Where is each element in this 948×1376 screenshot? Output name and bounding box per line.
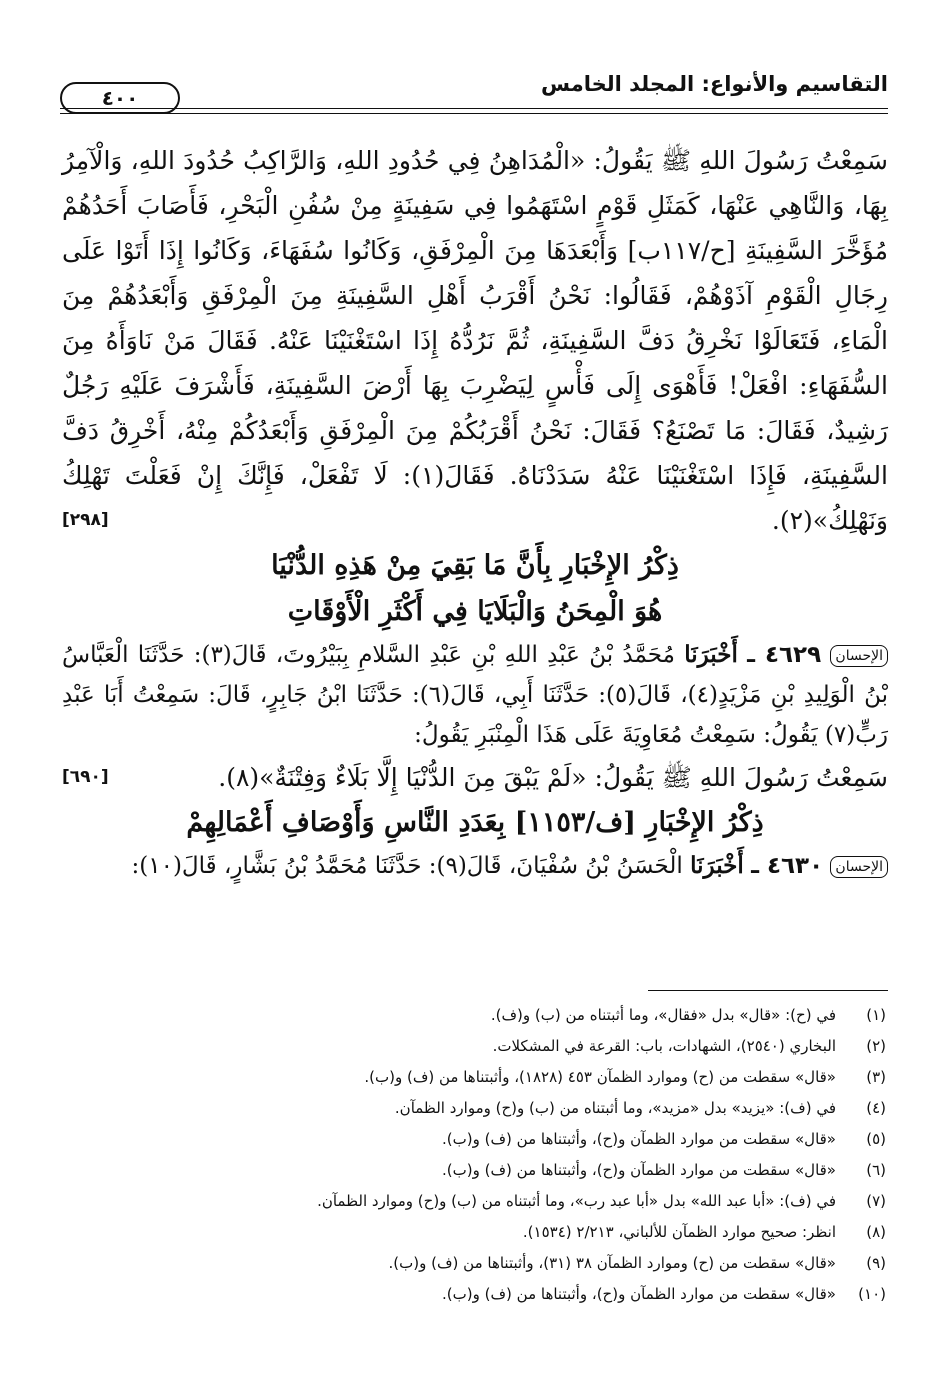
ihsan-emblem-icon: الإحسان xyxy=(830,856,888,878)
footnote-number: (٩) xyxy=(866,1254,886,1272)
header-title: التقاسيم والأنواع: المجلد الخامس xyxy=(541,72,888,96)
footnote xyxy=(60,1186,886,1217)
footnote-text: «قال» سقطت من موارد الظمآن و(ح)، وأثبتناها من (ف) و(ب). xyxy=(442,1161,836,1179)
hadith-matn: سَمِعْتُ رَسُولَ اللهِ ﷺ يَقُولُ: «لَمْ يَبْقَ مِنَ الدُّنْيَا إِلَّا بَلَاءٌ وَفِتْنَةٌ»(٨). xyxy=(218,763,888,792)
section-title-2 xyxy=(62,800,888,846)
header-rule xyxy=(60,108,888,109)
footnote-number: (٦) xyxy=(866,1161,886,1179)
hadith-4630 xyxy=(62,846,888,886)
footnote-text: في (ف): «أبا عبد الله» بدل «أبا عبد رب»، وما أثبتناه من (ب) و(ح) وموارد الظمآن. xyxy=(317,1192,836,1210)
footnote xyxy=(60,1155,886,1186)
footnote-number: (٢) xyxy=(866,1037,886,1055)
footnote-text: «قال» سقطت من (ح) وموارد الظمآن ٣٨ (٣١)، وأثبتناها من (ف) و(ب). xyxy=(388,1254,836,1272)
hadith-4629 xyxy=(62,635,888,755)
hadith-text: سَمِعْتُ رَسُولَ اللهِ ﷺ يَقُولُ: «الْمُدَاهِنُ فِي حُدُودِ اللهِ، وَالرَّاكِبُ حُدُودَ اللهِ، وَالْآمِرُ بِهَا، وَالنَّاهِي عَنْهَا، كَمَثَلِ قَوْمٍ اسْتَهَمُوا فِي سَفِينَةٍ مِنْ سُفُنِ الْبَحْرِ، فَأَصَابَ أَحَدُهُمْ مُؤَخَّرَ السَّفِينَةِ [ح/١١٧ب] وَأَبْعَدَهَا مِنَ الْمِرْفَقِ، وَكَانُوا سُفَهَاءَ، وَكَانُوا إِذَا أَتَوْا عَلَى رِجَالِ الْقَوْمِ آذَوْهُمْ، فَقَالُوا: نَحْنُ أَقْرَبُ أَهْلِ السَّفِينَةِ مِنَ الْمِرْفَقِ وَأَبْعَدُهُمْ مِنَ الْمَاءِ، فَتَعَالَوْا نَخْرِقُ دَفَّ السَّفِينَةِ، ثُمَّ نَرُدُّهُ إِذَا اسْتَغْنَيْنَا عَنْهُ. فَقَالَ مَنْ نَاوَأَهُ مِنَ السُّفَهَاءِ: افْعَلْ! فَأَهْوَى إِلَى فَأْسٍ لِيَضْرِبَ بِهَا أَرْضَ السَّفِينَةِ، فَأَشْرَفَ عَلَيْهِ رَجُلٌ رَشِيدٌ، فَقَالَ: مَا تَصْنَعُ؟ فَقَالَ: نَحْنُ أَقْرَبُكُمْ مِنَ الْمِرْفَقِ وَأَبْعَدُكُمْ مِنْهُ، أَخْرِقُ دَفَّ السَّفِينَةِ، فَإِذَا اسْتَغْنَيْنَا عَنْهُ سَدَدْنَاهُ. فَقَالَ(١): لَا تَفْعَلْ، فَإِنَّكَ إِنْ فَعَلْتَ تَهْلِكُ وَنَهْلِكُ»(٢). xyxy=(62,146,889,535)
footnote xyxy=(60,1000,886,1031)
hadith-isnad: مُحَمَّدُ بْنُ عَبْدِ اللهِ بْنِ عَبْدِ السَّلامِ بِبَيْرُوتَ، قَالَ(٣): حَدَّثَنَا الْعَبَّاسُ بْنُ الْوَلِيدِ بْنِ مَزْيَدٍ(٤)، قَالَ(٥): حَدَّثَنَا أَبِي، قَالَ(٦): حَدَّثَنَا ابْنُ جَابِرٍ، قَالَ: سَمِعْتُ أَبَا عَبْدِ رَبٍّ(٧) يَقُولُ: سَمِعْتُ مُعَاوِيَةَ عَلَى هَذَا الْمِنْبَرِ يَقُولُ: xyxy=(62,642,889,748)
footnote-text: «قال» سقطت من موارد الظمآن و(ح)، وأثبتناها من (ف) و(ب). xyxy=(442,1130,836,1148)
section-title-1-line-1: ذِكْرُ الإِخْبَارِ بِأَنَّ مَا بَقِيَ مِنْ هَذِهِ الدُّنْيَا xyxy=(271,550,679,581)
footnote-number: (٣) xyxy=(866,1068,886,1086)
footnote-number: (٧) xyxy=(866,1192,886,1210)
page-number: ٤٠٠ xyxy=(60,82,180,114)
footnote-text: في (ح): «قال» بدل «فقال»، وما أثبتناه من (ب) و(ف). xyxy=(490,1006,836,1024)
footnote xyxy=(60,1248,886,1279)
footnote xyxy=(60,1031,886,1062)
footnote xyxy=(60,1093,886,1124)
main-text xyxy=(62,138,888,886)
footnote-number: (٤) xyxy=(866,1099,886,1117)
reference-number: [٦٩٠] xyxy=(62,767,109,787)
running-header xyxy=(60,68,888,108)
hadith-opening-word: أَخْبَرَنَا xyxy=(690,852,744,879)
ihsan-emblem-icon: الإحسان xyxy=(830,645,888,667)
footnote-text: البخاري (٢٥٤٠)، الشهادات، باب: القرعة في المشكلات. xyxy=(492,1037,836,1055)
footnote-text: في (ف): «يزيد» بدل «مزيد»، وما أثبتناه من (ب) و(ح) وموارد الظمآن. xyxy=(394,1099,836,1117)
hadith-number: ٤٦٢٩ ـ xyxy=(747,642,822,668)
footnote xyxy=(60,1124,886,1155)
footnote-text: «قال» سقطت من (ح) وموارد الظمآن ٤٥٣ (١٨٢٨)، وأثبتناها من (ف) و(ب). xyxy=(364,1068,836,1086)
header-rule-double xyxy=(60,113,888,114)
footnote-number: (٥) xyxy=(866,1130,886,1148)
footnote xyxy=(60,1279,886,1310)
section-title-1-line-2: هُوَ الْمِحَنُ وَالْبَلَايَا فِي أَكْثَرِ الْأَوْقَاتِ xyxy=(287,596,663,627)
footnote-number: (١) xyxy=(866,1006,886,1024)
footnote xyxy=(60,1062,886,1093)
reference-number: [٢٩٨] xyxy=(62,510,109,530)
hadith-continuation xyxy=(62,138,888,543)
footnotes xyxy=(60,1000,886,1310)
footnote-text: انظر: صحيح موارد الظمآن للألباني، ٢/٢١٣ (١٥٣٤). xyxy=(522,1223,836,1241)
section-title-2-text: ذِكْرُ الإِخْبَارِ [ف/١١٥٣] بِعَدَدِ النَّاسِ وَأَوْصَافِ أَعْمَالِهِمْ xyxy=(186,807,764,838)
section-title-1 xyxy=(62,543,888,635)
hadith-opening-word: أَخْبَرَنَا xyxy=(684,641,738,668)
footnote-number: (١٠) xyxy=(858,1285,886,1303)
hadith-number: ٤٦٣٠ ـ xyxy=(751,853,824,879)
footnote-separator xyxy=(648,990,888,991)
hadith-isnad: الْحَسَنُ بْنُ سُفْيَانَ، قَالَ(٩): حَدَّثَنَا مُحَمَّدُ بْنُ بَشَّارٍ، قَالَ(١٠): xyxy=(131,853,683,879)
hadith-4629-matn xyxy=(62,755,888,800)
footnote-number: (٨) xyxy=(866,1223,886,1241)
footnote xyxy=(60,1217,886,1248)
footnote-text: «قال» سقطت من موارد الظمآن و(ح)، وأثبتناها من (ف) و(ب). xyxy=(442,1285,836,1303)
